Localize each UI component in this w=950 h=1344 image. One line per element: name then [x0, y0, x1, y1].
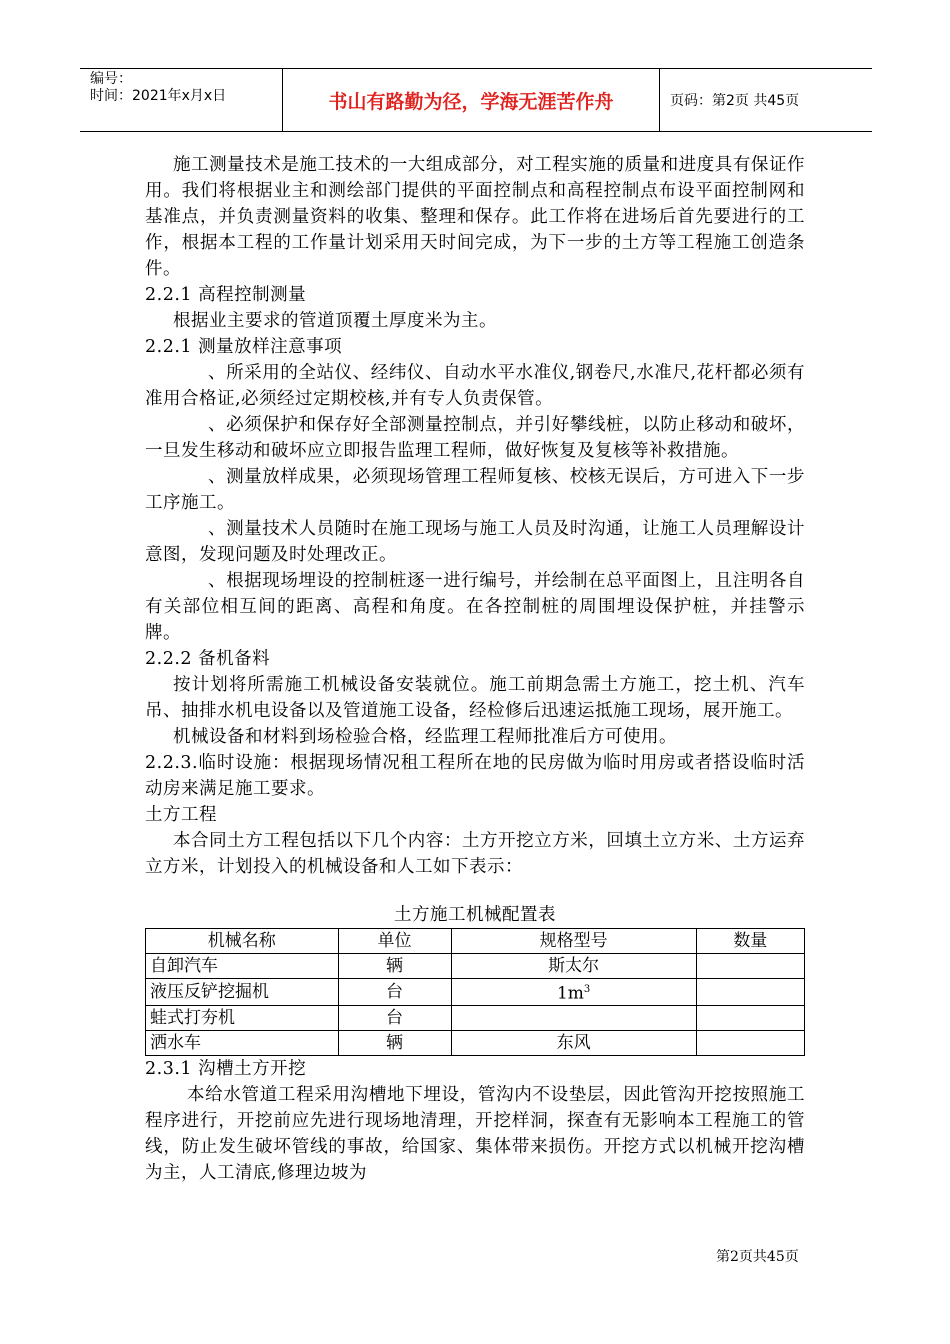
paragraph: 本合同土方工程包括以下几个内容：土方开挖立方米，回填土立方米、土方运弃立方米，计划投入的机械设备和人工如下表示： [145, 831, 805, 877]
paragraph: 施工测量技术是施工技术的一大组成部分，对工程实施的质量和进度具有保证作用。我们将根据业主和测绘部门提供的平面控制点和高程控制点布设平面控制网和基准点，并负责测量资料的收集、整理和保存。此工作将在进场后首先要进行的工作，根据本工程的工作量计划采用天时间完成，为下一步的土方等工程施工创造条件。 [145, 155, 805, 279]
table-header-cell: 规格型号 [451, 929, 696, 954]
document-body [145, 152, 805, 1186]
paragraph: 机械设备和材料到场检验合格，经监理工程师批准后方可使用。 [173, 727, 677, 747]
section-heading: 2.2.1 测量放样注意事项 [145, 337, 343, 357]
table-title: 土方施工机械配置表 [394, 905, 556, 925]
page-header [80, 68, 872, 132]
table-row [146, 1005, 805, 1030]
table-header-cell: 数量 [696, 929, 804, 954]
table-header-cell: 机械名称 [146, 929, 339, 954]
paragraph: 、根据现场埋设的控制桩逐一进行编号，并绘制在总平面图上，且注明各自有关部位相互间的距离、高程和角度。在各控制桩的周围埋设保护桩，并挂警示牌。 [145, 571, 805, 643]
paragraph: 、必须保护和保存好全部测量控制点，并引好攀线桩，以防止移动和破坏，一旦发生移动和破坏应立即报告监理工程师，做好恢复及复核等补救措施。 [145, 415, 805, 461]
paragraph: 、所采用的全站仪、经纬仪、自动水平水准仪,钢卷尺,水准尺,花杆都必须有准用合格证,必须经过定期校核,并有专人负责保管。 [145, 363, 805, 409]
table-row [146, 979, 805, 1006]
table-cell: 洒水车 [146, 1030, 339, 1055]
number-label: 编号： [90, 71, 132, 87]
table-row [146, 1030, 805, 1055]
page-footer: 第2页共45页 [716, 1249, 799, 1265]
paragraph: 按计划将所需施工机械设备安装就位。施工前期急需土方施工，挖土机、汽车吊、抽排水机电设备以及管道施工设备，经检修后迅速运抵施工现场，展开施工。 [145, 675, 805, 721]
table-cell: 辆 [338, 954, 451, 979]
section-heading: 2.3.1 沟槽土方开挖 [145, 1058, 307, 1079]
table-header-cell: 单位 [338, 929, 451, 954]
machinery-table [145, 928, 805, 1056]
section-heading: 2.2.2 备机备料 [145, 649, 271, 669]
header-page-info: 页码：第2页 共45页 [670, 93, 800, 109]
table-cell [696, 1030, 804, 1055]
paragraph: 2.2.3.临时设施：根据现场情况租工程所在地的民房做为临时用房或者搭设临时活动房来满足施工要求。 [145, 753, 805, 799]
section-heading: 土方工程 [145, 805, 217, 825]
table-cell: 辆 [338, 1030, 451, 1055]
header-meta [80, 69, 283, 131]
table-cell: 台 [338, 1005, 451, 1030]
table-cell: 自卸汽车 [146, 954, 339, 979]
table-cell [696, 979, 804, 1006]
table-cell: 斯太尔 [451, 954, 696, 979]
paragraph: 本给水管道工程采用沟槽地下埋设，管沟内不设垫层，因此管沟开挖按照施工程序进行，开挖前应先进行现场地清理，开挖样洞，探查有无影响本工程施工的管线，防止发生破坏管线的事故，给国家、集体带来损伤。开挖方式以机械开挖沟槽为主，人工清底,修理边坡为 [145, 1084, 805, 1183]
table-cell [696, 954, 804, 979]
table-row [146, 954, 805, 979]
header-motto: 书山有路勤为径，学海无涯苦作舟 [283, 69, 660, 131]
spec-value: 1m [556, 983, 584, 1004]
table-cell: 蛙式打夯机 [146, 1005, 339, 1030]
table-cell: 台 [338, 979, 451, 1006]
table-cell: 东风 [451, 1030, 696, 1055]
paragraph: 、测量技术人员随时在施工现场与施工人员及时沟通，让施工人员理解设计意图，发现问题及时处理改正。 [145, 519, 805, 565]
paragraph: 根据业主要求的管道顶覆土厚度米为主。 [173, 311, 497, 331]
table-header-row [146, 929, 805, 954]
table-cell [451, 979, 696, 1006]
section-heading: 2.2.1 高程控制测量 [145, 285, 307, 305]
spec-superscript: 3 [583, 984, 591, 995]
table-cell [451, 1005, 696, 1030]
table-cell [696, 1005, 804, 1030]
table-cell: 液压反铲挖掘机 [146, 979, 339, 1006]
time-label: 时间：2021年x月x日 [90, 88, 227, 104]
paragraph: 、测量放样成果，必须现场管理工程师复核、校核无误后，方可进入下一步工序施工。 [145, 467, 805, 513]
